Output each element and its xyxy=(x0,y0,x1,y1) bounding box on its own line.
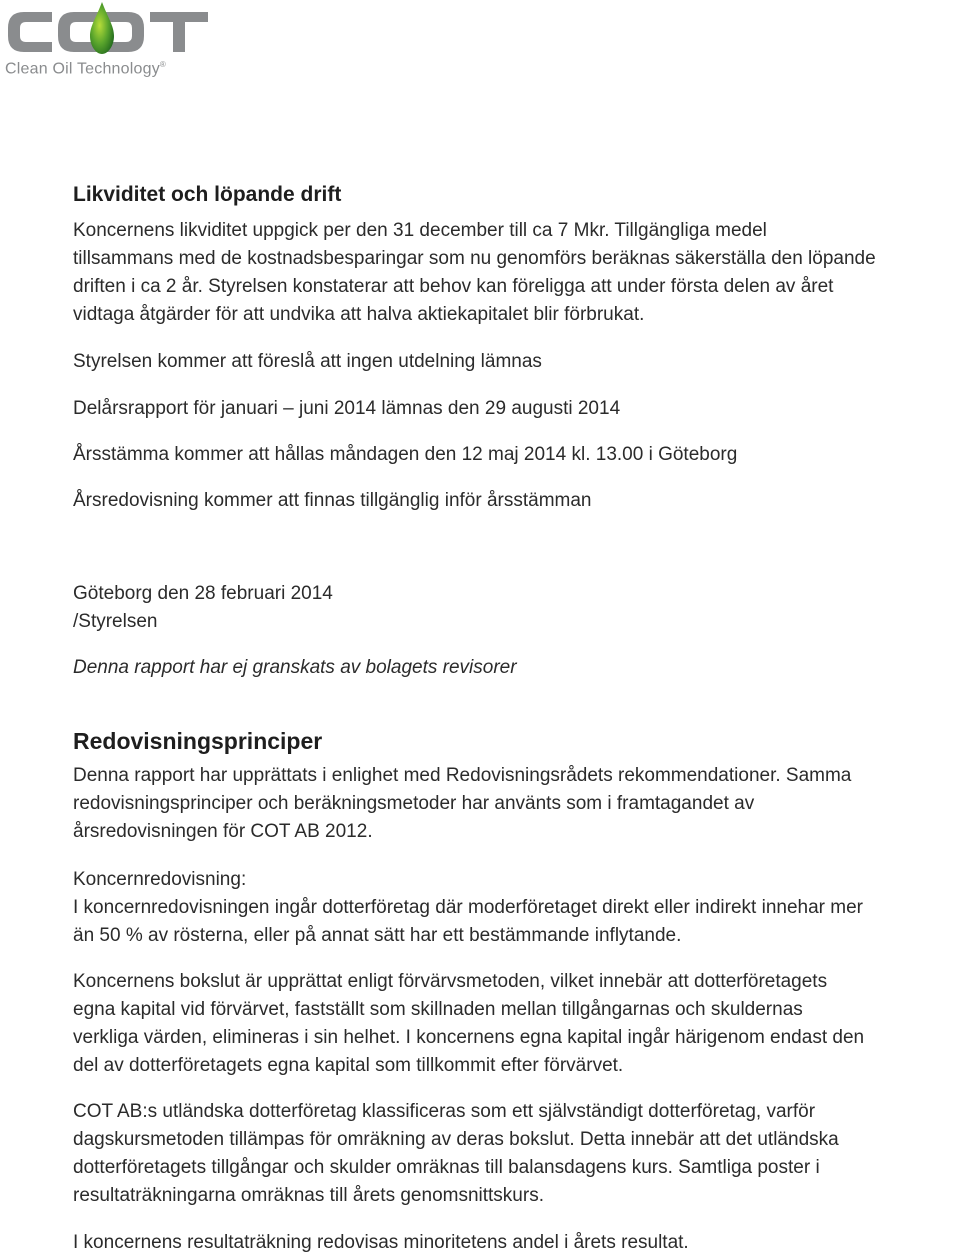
text-line: Denna rapport har upprättats i enlighet med Redovisningsrådets rekommendationer. Samma xyxy=(73,765,852,786)
annual-report-notice: Årsredovisning kommer att finnas tillgänglig inför årsstämman xyxy=(73,490,592,511)
text-line: årsredovisningen för COT AB 2012. xyxy=(73,821,373,842)
text-line: driften i ca 2 år. Styrelsen konstaterar att behov kan föreligga att under första delen av året xyxy=(73,276,834,297)
text-line: COT AB:s utländska dotterföretag klassificeras som ett självständigt dotterföretag, varför xyxy=(73,1101,816,1122)
text-line: del av dotterföretagets egna kapital som tillkommit efter förvärvet. xyxy=(73,1055,624,1076)
paragraph-consolidation xyxy=(73,894,960,950)
text-line: verkliga värden, elimineras i sin helhet. I koncernens egna kapital ingår härigenom endast den xyxy=(73,1027,865,1048)
agm-notice: Årsstämma kommer att hållas måndagen den 12 maj 2014 kl. 13.00 i Göteborg xyxy=(73,444,738,465)
paragraph-foreign-subsidiaries xyxy=(73,1098,960,1210)
heading-liquidity: Likviditet och löpande drift xyxy=(73,183,342,206)
signature-board: /Styrelsen xyxy=(73,611,158,632)
text-line: dagskursmetoden tillämpas för omräkning av deras bokslut. Detta innebär att det utländska xyxy=(73,1129,839,1150)
text-line: Koncernens bokslut är upprättat enligt förvärvsmetoden, vilket innebär att dotterföretagets xyxy=(73,971,828,992)
text-line: tillsammans med de kostnadsbesparingar som nu genomförs beräknas säkerställa den löpande xyxy=(73,248,876,269)
text-line: redovisningsprinciper och beräkningsmetoder har använts som i framtagandet av xyxy=(73,793,755,814)
text-line: resultaträkningarna omräknas till årets genomsnittskurs. xyxy=(73,1185,544,1206)
audit-note: Denna rapport har ej granskats av bolagets revisorer xyxy=(73,657,517,678)
text-line: än 50 % av rösterna, eller på annat sätt har ett bestämmande inflytande. xyxy=(73,925,682,946)
heading-accounting-principles: Redovisningsprinciper xyxy=(73,728,323,754)
text-line: I koncernredovisningen ingår dotterföretag där moderföretaget direkt eller indirekt innehar mer xyxy=(73,897,863,918)
dividend-statement: Styrelsen kommer att föreslå att ingen utdelning lämnas xyxy=(73,351,542,372)
paragraph-principles xyxy=(73,762,960,846)
text-line: Koncernens likviditet uppgick per den 31 december till ca 7 Mkr. Tillgängliga medel xyxy=(73,220,767,241)
subheading-consolidation: Koncernredovisning: xyxy=(73,869,247,890)
text-line: egna kapital vid förvärvet, fastställt som skillnaden mellan tillgångarnas och skuldernas xyxy=(73,999,803,1020)
logo-tagline: Clean Oil Technology® xyxy=(5,60,167,78)
paragraph-minority-interest: I koncernens resultaträkning redovisas minoritetens andel i årets resultat. xyxy=(73,1232,689,1253)
signature-place-date: Göteborg den 28 februari 2014 xyxy=(73,583,333,604)
text-line: vidtaga åtgärder för att undvika att halva aktiekapitalet blir förbrukat. xyxy=(73,304,645,325)
interim-report-date: Delårsrapport för januari – juni 2014 lämnas den 29 augusti 2014 xyxy=(73,398,621,419)
paragraph-liquidity xyxy=(73,217,960,329)
text-line: dotterföretagets tillgångar och skulder omräknas till balansdagens kurs. Samtliga poster i xyxy=(73,1157,820,1178)
paragraph-acquisition-method xyxy=(73,968,960,1080)
